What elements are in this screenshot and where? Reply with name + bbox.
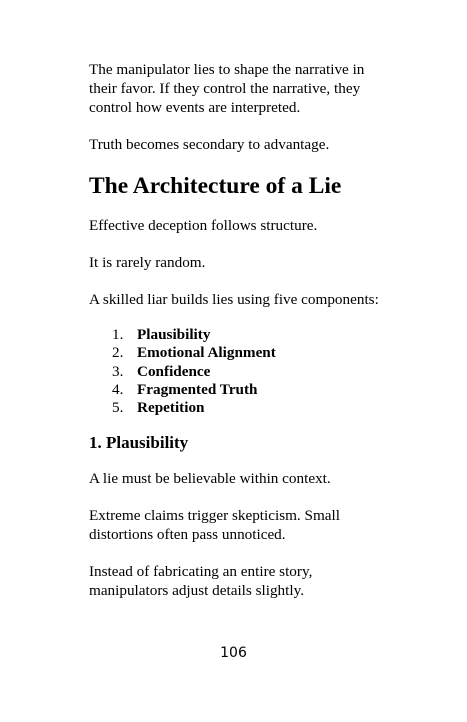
paragraph: A skilled liar builds lies using five components:: [89, 291, 379, 308]
list-item-number: 4.: [112, 380, 124, 398]
list-item: [112, 381, 379, 399]
list-item: [112, 399, 379, 417]
section-title: 1. Plausibility: [89, 433, 189, 453]
list-item-label: Emotional Alignment: [137, 344, 276, 362]
list-item: [112, 326, 379, 344]
page-number: 106: [220, 645, 247, 661]
list-item-label: Repetition: [137, 399, 205, 417]
paragraph: The manipulator lies to shape the narrative in their favor. If they control the narrative, they control how events are interpreted.: [89, 61, 365, 116]
paragraph: Effective deception follows structure.: [89, 217, 318, 234]
list-item-number: 1.: [112, 326, 124, 343]
paragraph: Instead of fabricating an entire story, manipulators adjust details slightly.: [89, 563, 313, 600]
chapter-title: The Architecture of a Lie: [89, 173, 342, 199]
list-item-label: Confidence: [137, 362, 211, 380]
list-item-number: 5.: [112, 399, 124, 417]
list-item-number: 3.: [112, 362, 124, 380]
list-item-number: 2.: [112, 344, 124, 362]
list-item-label: Fragmented Truth: [137, 380, 258, 398]
paragraph: A lie must be believable within context.: [89, 470, 331, 488]
list-item: [112, 344, 379, 362]
list-item-label: Plausibility: [137, 326, 211, 343]
paragraph: Extreme claims trigger skepticism. Small distortions often pass unnoticed.: [89, 507, 340, 544]
paragraph: It is rarely random.: [89, 254, 206, 271]
list-item: [112, 363, 379, 381]
components-list: [89, 326, 379, 417]
page-content: [89, 60, 379, 600]
paragraph: Truth becomes secondary to advantage.: [89, 136, 330, 153]
